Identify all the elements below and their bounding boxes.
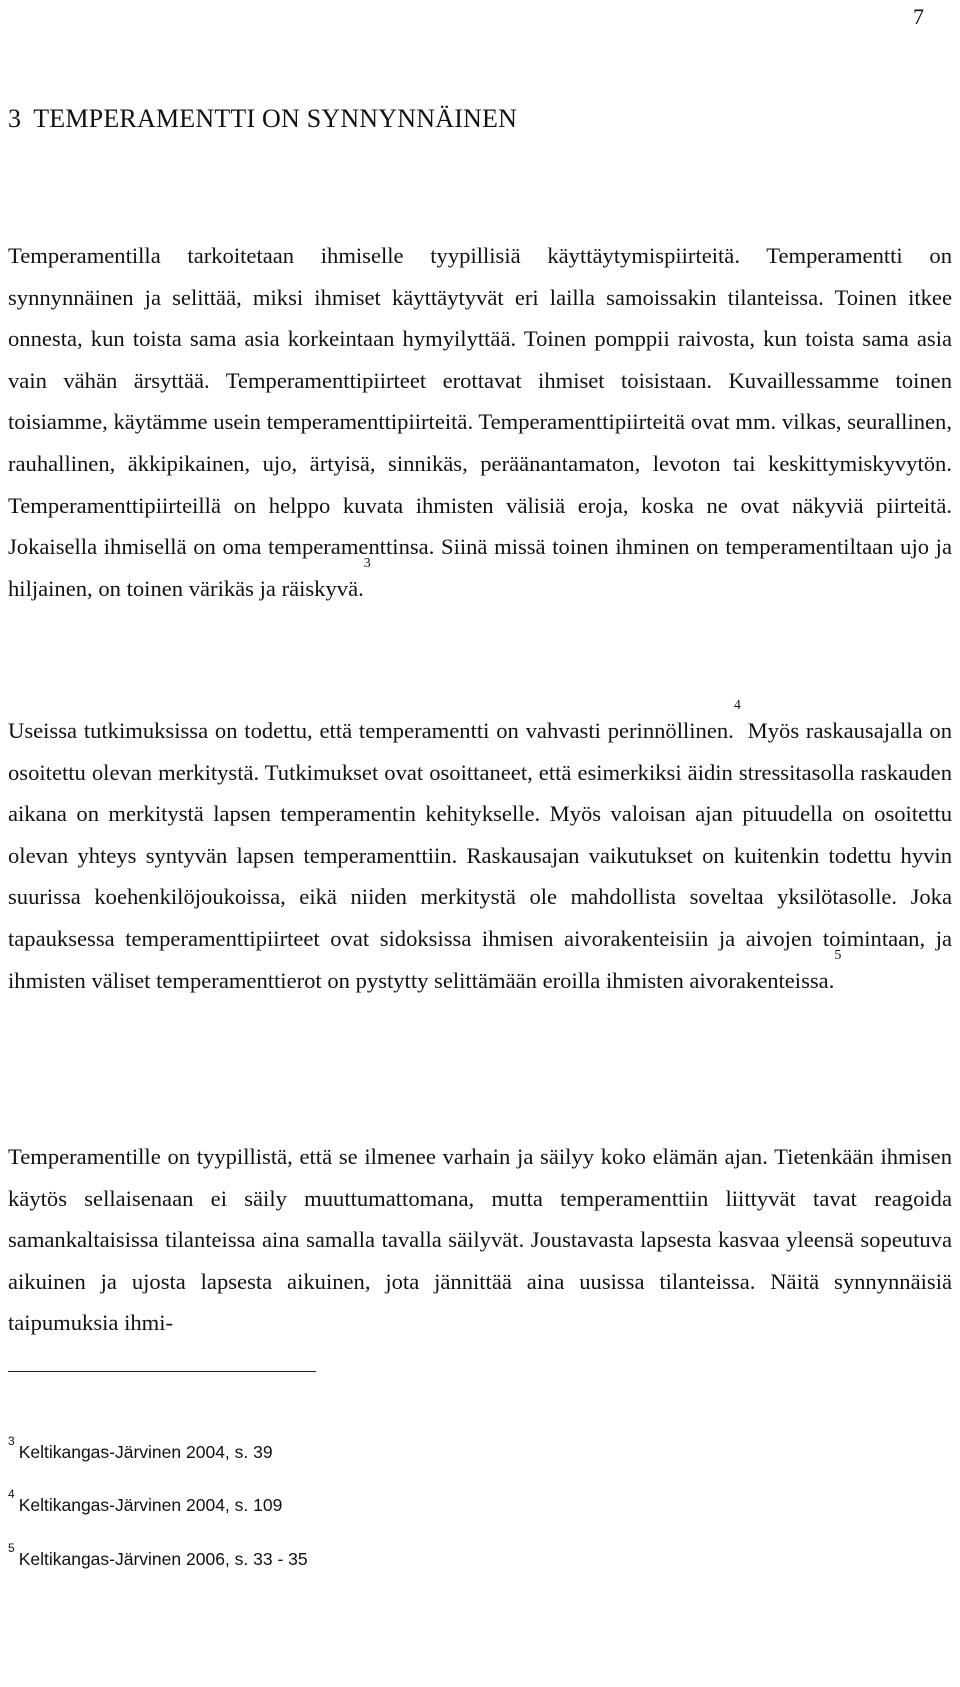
footnote-number: 3 (8, 1434, 15, 1448)
chapter-title: TEMPERAMENTTI ON SYNNYNNÄINEN (33, 104, 518, 133)
chapter-number: 3 (8, 104, 22, 133)
page-number: 7 (913, 4, 924, 29)
footnote-text: Keltikangas-Järvinen 2006, s. 33 - 35 (18, 1548, 308, 1569)
paragraph-2-text-a: Useissa tutkimuksissa on todettu, että temperamentti on vahvasti perinnöllinen. (8, 718, 734, 743)
footnote-number: 5 (8, 1541, 15, 1555)
paragraph-1-text: Temperamentilla tarkoitetaan ihmiselle tyypillisiä käyttäytymispiirteitä. Temperamentti on synnynnäinen ja selittää, miksi ihmiset käyttäytyvät eri lailla samoissakin tilanteissa. Toinen itkee onnesta, kun toista sama asia korkeintaan hymyilyttää. Toinen pomppii raivosta, kun toista sama asia vain vähän ärsyttää. Temperamenttipiirteet erottavat ihmiset toisistaan. Kuvaillessamme toinen toisiamme, käytämme usein temperamenttipiirteitä. Temperamenttipiirteitä ovat mm. vilkas, seurallinen, rauhallinen, äkkipikainen, ujo, ärtyisä, sinnikäs, peräänantamaton, levoton tai keskittymiskyvytön. Temperamenttipiirteillä on helppo kuvata ihmisten välisiä eroja, koska ne ovat näkyviä piirteitä. Jokaisella ihmisellä on oma temperamenttinsa. Siinä missä toinen ihminen on temperamentiltaan ujo ja hiljainen, on toinen värikäs ja räiskyvä. (8, 243, 952, 601)
chapter-heading (8, 104, 517, 134)
paragraph-1 (8, 235, 952, 609)
footnote-separator (8, 1371, 316, 1372)
footnote-text: Keltikangas-Järvinen 2004, s. 39 (18, 1441, 273, 1462)
footnote-number: 4 (8, 1487, 15, 1501)
footnote-text: Keltikangas-Järvinen 2004, s. 109 (18, 1494, 283, 1515)
paragraph-3-text: Temperamentille on tyypillistä, että se ilmenee varhain ja säilyy koko elämän ajan. Tietenkään ihmisen käytös sellaisenaan ei säily muuttumattomana, mutta temperamenttiin liittyvät tavat reagoida samankaltaisissa tilanteissa aina samalla tavalla säilyvät. Joustavasta lapsesta kasvaa yleensä sopeutuva aikuinen ja ujosta lapsesta aikuinen, jota jännittää aina uusissa tilanteissa. Näitä synnynnäisiä taipumuksia ihmi- (8, 1144, 952, 1336)
footnote-5 (8, 1541, 308, 1570)
paragraph-3 (8, 1136, 952, 1344)
paragraph-2-text-b: Myös raskausajalla on osoitettu olevan merkitystä. Tutkimukset ovat osoittaneet, että esimerkiksi äidin stressitasolla raskauden aikana on merkitystä lapsen temperamentin kehitykselle. Myös valoisan ajan pituudella on osoitettu olevan yhteys syntyvän lapsen temperamenttiin. Raskausajan vaikutukset on kuitenkin todettu hyvin suurissa koehenkilöjoukoissa, eikä niiden merkitystä ole mahdollista soveltaa yksilötasolle. Joka tapauksessa temperamenttipiirteet ovat sidoksissa ihmisen aivorakenteisiin ja aivojen toimintaan, ja ihmisten väliset temperamenttierot on pystytty selittämään eroilla ihmisten aivorakenteissa. (8, 718, 953, 993)
footnote-ref-4[interactable]: 4 (733, 698, 741, 713)
footnote-4 (8, 1487, 283, 1516)
footnote-3 (8, 1434, 273, 1463)
footnote-ref-5[interactable]: 5 (834, 947, 842, 963)
footnote-ref-3[interactable]: 3 (363, 555, 371, 571)
paragraph-2 (8, 698, 953, 1001)
